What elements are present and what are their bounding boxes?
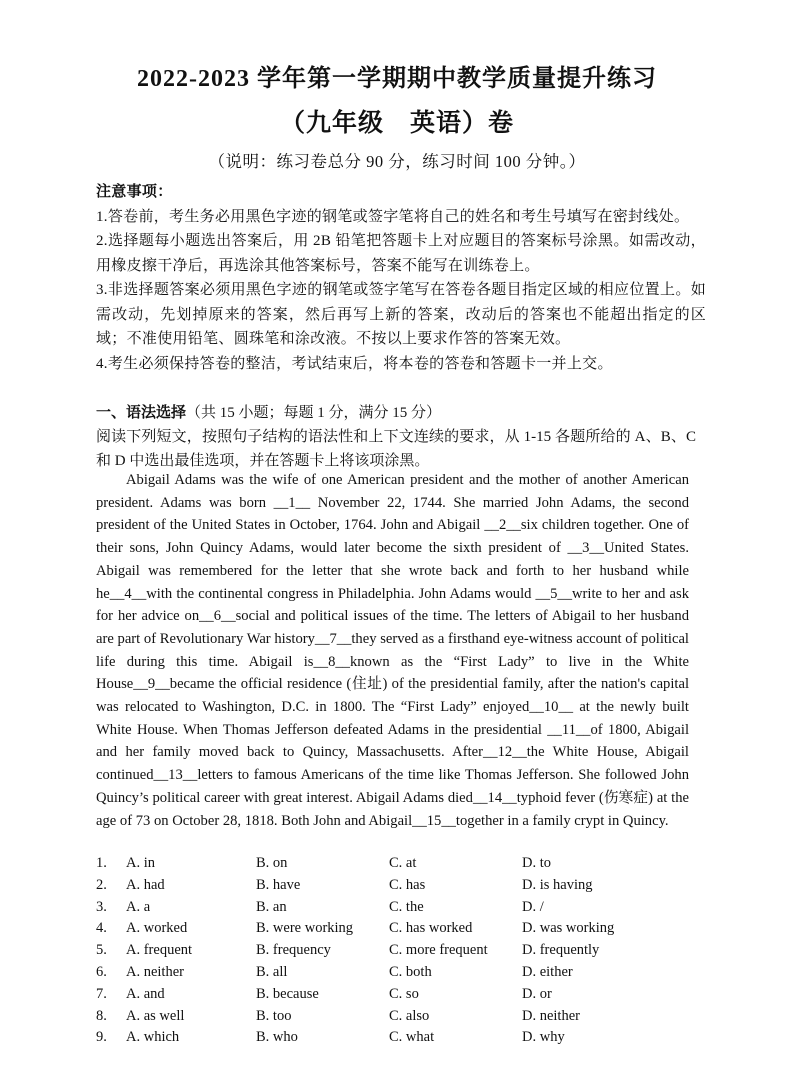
section-header — [96, 401, 696, 473]
section-title: 一、语法选择 — [96, 405, 187, 421]
section-title-line — [96, 401, 696, 425]
question-number: 7. — [96, 985, 107, 1002]
option-d: D. or — [522, 985, 552, 1002]
option-b: B. an — [256, 898, 287, 915]
question-number: 8. — [96, 1007, 107, 1024]
question-row — [96, 942, 696, 964]
option-a: A. and — [126, 985, 165, 1002]
question-row — [96, 986, 696, 1008]
question-number: 3. — [96, 898, 107, 915]
question-row — [96, 1029, 696, 1051]
question-options — [96, 855, 696, 1051]
question-row — [96, 1008, 696, 1030]
option-d: D. either — [522, 963, 573, 980]
option-b: B. who — [256, 1029, 298, 1046]
option-c: C. at — [389, 855, 417, 871]
question-number: 5. — [96, 942, 107, 959]
question-number: 1. — [96, 855, 107, 871]
option-d: D. to — [522, 855, 551, 871]
passage-text: Abigail Adams was the wife of one American president and the mother of another American president. Adams was born __1__ November 22, 1744. She married John Adams, the second president of the United States in October, 1764. John and Abigail __2__six children together. One of their sons, John Quincy Adams, would later become the sixth president of __3__United States. Abigail was remembered for the letter that she wrote back and forth to her husband while he__4__with the continental congress in Philadelphia. John Adams would __5__write to her and ask for her advice on__6__social and political issues of the time. The letters of Abigail to her husband are part of Revolutionary War history__7__they served as a firsthand eye-witness account of political life during this time. Abigail is__8__known as the “First Lady” to live in the White House__9__became the official residence (住址) of the presidential family, after the nation's capital was relocated to Washington, D.C. in 1800. The “First Lady” enjoyed__10__ at the newly built White House. When Thomas Jefferson defeated Adams in the presidential __11__of 1800, Abigail and her family moved back to Quincy, Massachusetts. After__12__the White House, Abigail continued__13__letters to famous Americans of the time like Thomas Jefferson. She followed John Quincy’s political career with great interest. Abigail Adams died__14__typhoid fever (伤寒症) at the age of 73 on October 28, 1818. Both John and Abigail__15__together in a family crypt in Quincy. — [96, 472, 689, 829]
option-c: C. more frequent — [389, 942, 488, 959]
option-a: A. worked — [126, 920, 188, 937]
option-d: D. frequently — [522, 942, 600, 959]
question-row — [96, 877, 696, 899]
option-d: D. why — [522, 1029, 565, 1046]
option-a: A. which — [126, 1029, 180, 1046]
option-d: D. neither — [522, 1007, 580, 1024]
option-b: B. frequency — [256, 942, 331, 959]
option-d: D. was working — [522, 920, 615, 937]
option-a: A. frequent — [126, 942, 193, 959]
question-row — [96, 899, 696, 921]
option-a: A. as well — [126, 1007, 185, 1024]
exam-note: （说明：练习卷总分 90 分，练习时间 100 分钟。） — [208, 152, 586, 171]
question-row — [96, 920, 696, 942]
question-number: 9. — [96, 1029, 107, 1046]
option-b: B. all — [256, 963, 288, 980]
option-c: C. what — [389, 1029, 435, 1046]
section-instruction: 阅读下列短文，按照句子结构的语法性和上下文连续的要求，从 1-15 各题所给的 A、B、C 和 D 中选出最佳选项，并在答题卡上将该项涂黑。 — [96, 429, 696, 469]
option-c: C. so — [389, 985, 419, 1002]
notice-item: 1.答卷前，考生务必用黑色字迹的钢笔或签字笔将自己的姓名和考生号填写在密封线处。 — [96, 208, 690, 225]
option-b: B. on — [256, 855, 288, 871]
reading-passage — [96, 469, 689, 832]
option-c: C. has — [389, 876, 426, 893]
option-c: C. the — [389, 898, 424, 915]
option-b: B. because — [256, 985, 319, 1002]
option-d: D. / — [522, 898, 544, 915]
notice-item: 4.考生必须保持答卷的整洁，考试结束后，将本卷的答卷和答题卡一并上交。 — [96, 355, 613, 372]
option-a: A. neither — [126, 963, 184, 980]
notice-heading: 注意事项： — [96, 184, 173, 200]
question-number: 2. — [96, 876, 107, 893]
notice-item: 2.选择题每小题选出答案后，用 2B 铅笔把答题卡上对应题目的答案标号涂黑。如需改动，用橡皮擦干净后，再选涂其他答案标号，答案不能写在训练卷上。 — [96, 233, 706, 274]
page-subtitle: （九年级 英语）卷 — [279, 110, 514, 137]
notice-item: 3.非选择题答案必须用黑色字迹的钢笔或签字笔写在答卷各题目指定区域的相应位置上。如需改动，先划掉原来的答案，然后再写上新的答案，改动后的答案也不能超出指定的区域；不准使用铅笔、圆珠笔和涂改液。不按以上要求作答的答案无效。 — [96, 282, 706, 347]
section-score-note: （共 15 小题；每题 1 分，满分 15 分） — [186, 405, 442, 421]
option-a: A. in — [126, 855, 155, 871]
notice-block — [96, 180, 706, 376]
option-d: D. is having — [522, 876, 593, 893]
option-b: B. too — [256, 1007, 292, 1024]
option-a: A. a — [126, 898, 151, 915]
option-c: C. also — [389, 1007, 430, 1024]
question-row — [96, 964, 696, 986]
question-number: 4. — [96, 920, 107, 937]
option-b: B. have — [256, 876, 301, 893]
option-b: B. were working — [256, 920, 354, 937]
option-a: A. had — [126, 876, 165, 893]
option-c: C. has worked — [389, 920, 473, 937]
option-c: C. both — [389, 963, 432, 980]
question-number: 6. — [96, 963, 107, 980]
question-row — [96, 855, 696, 877]
page-title: 2022-2023 学年第一学期期中教学质量提升练习 — [137, 66, 657, 92]
